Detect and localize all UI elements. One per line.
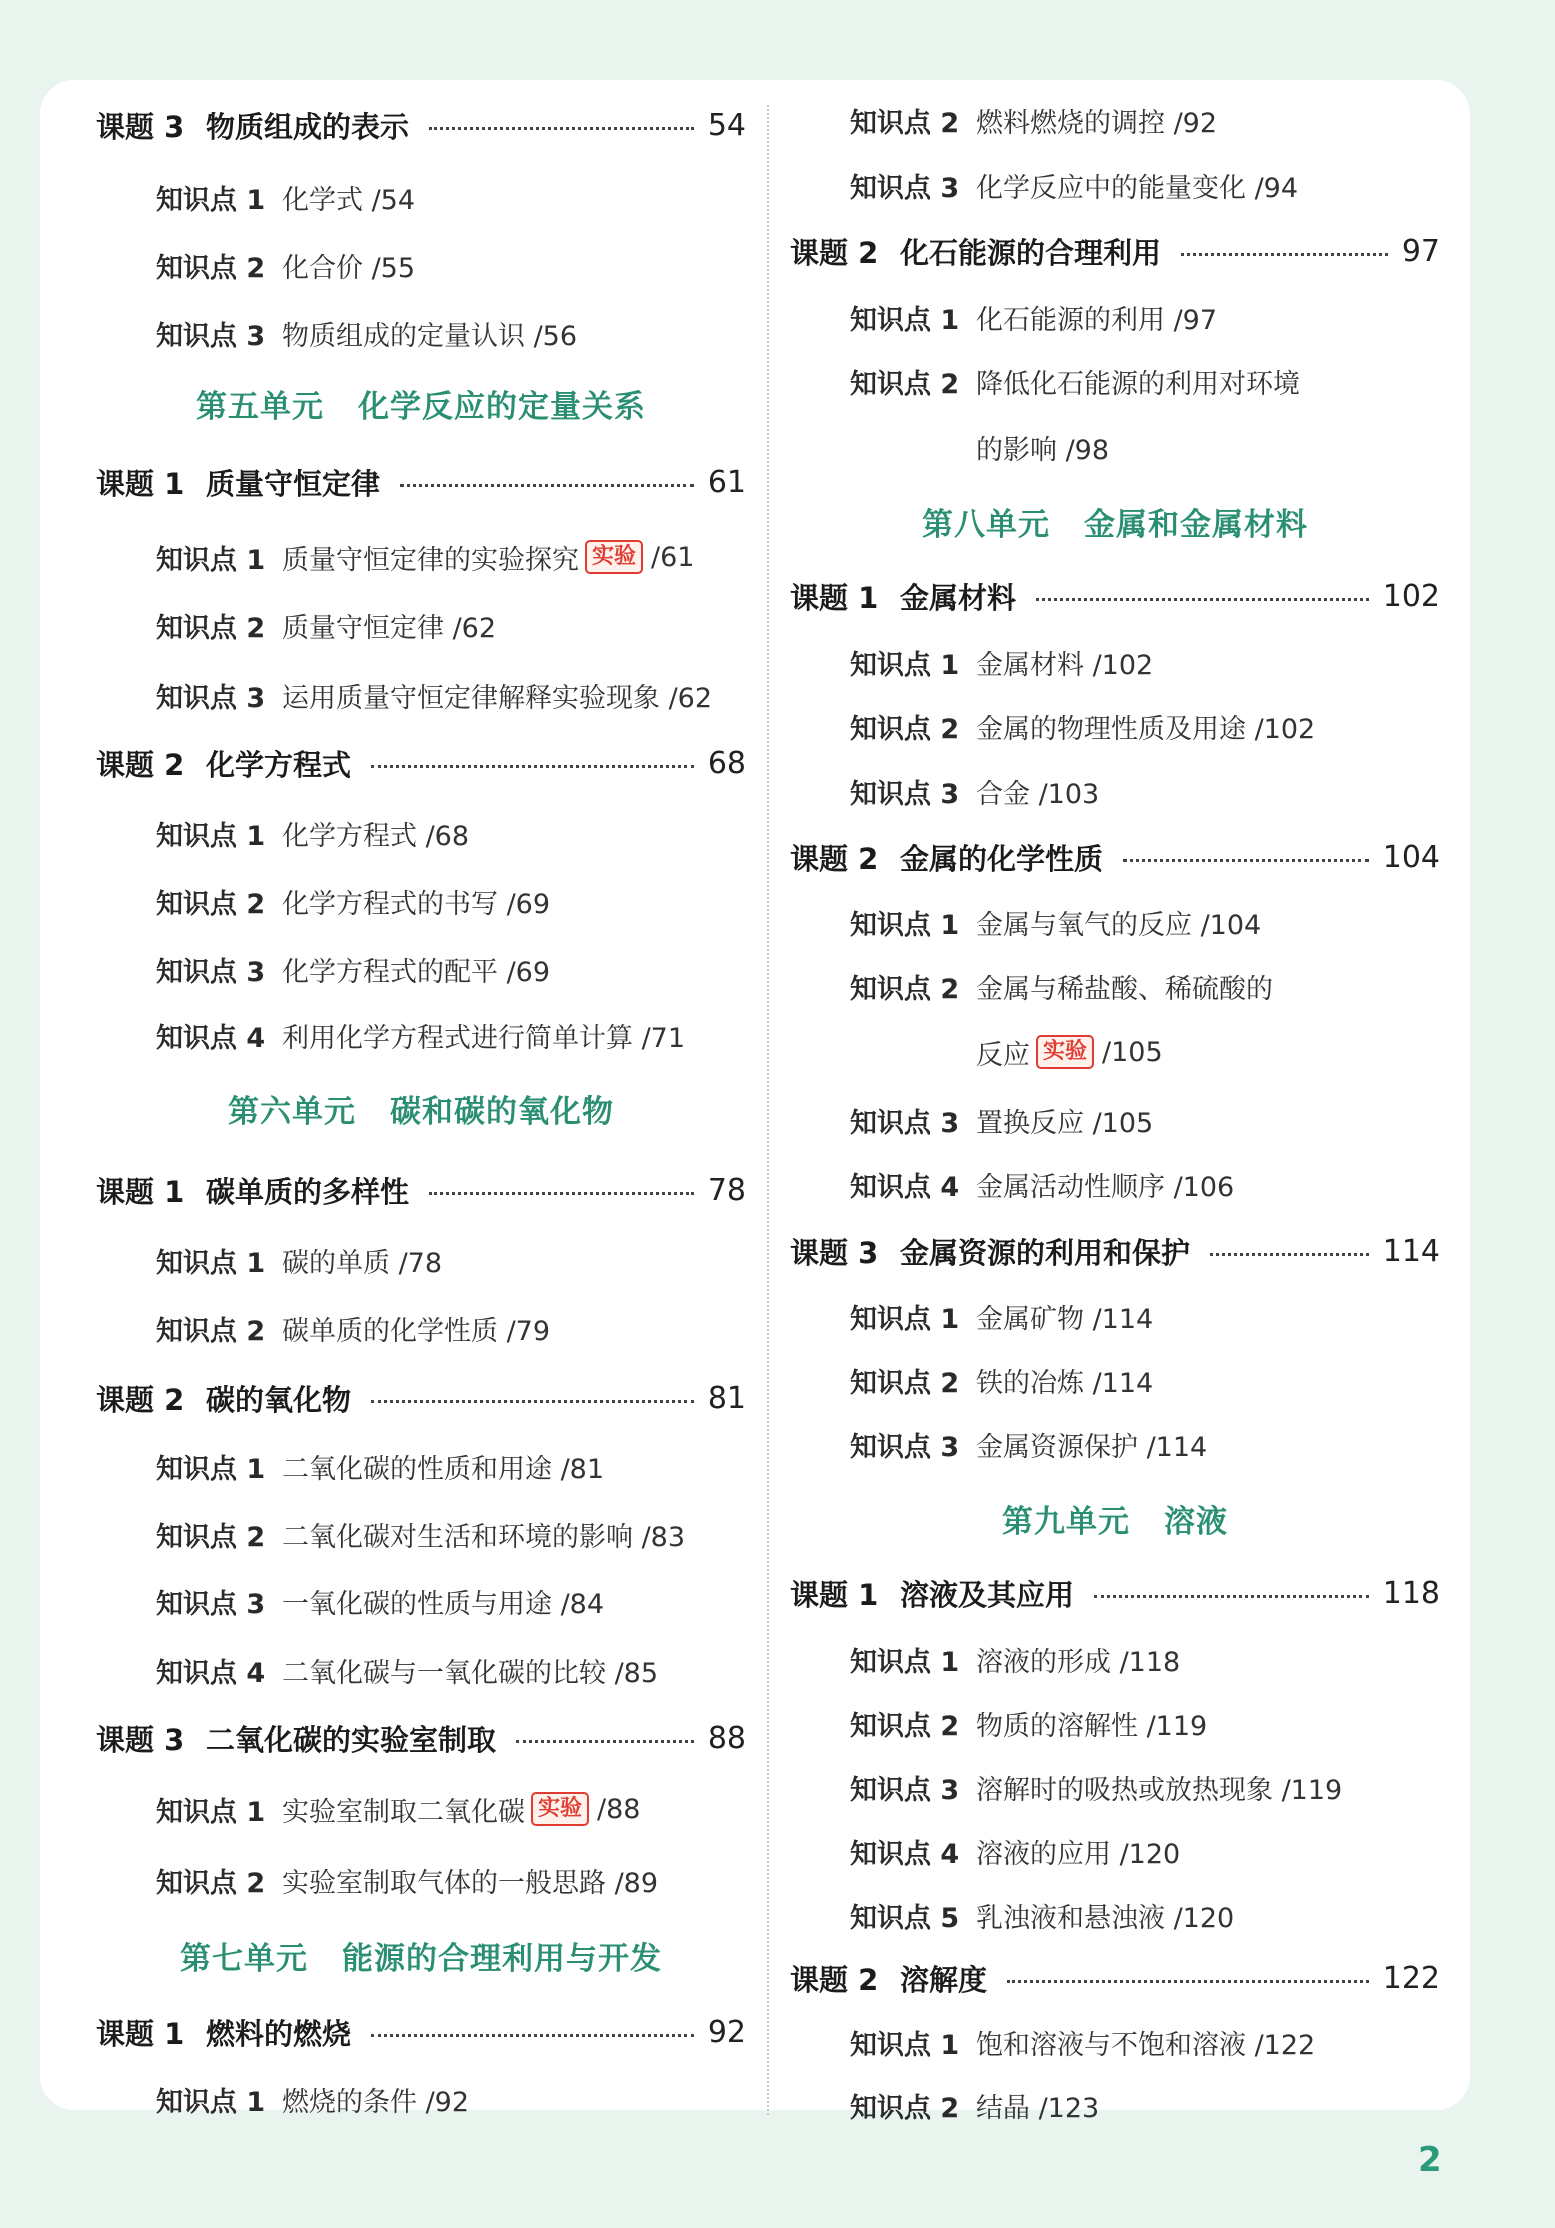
knowledge-point[interactable]: [96, 537, 746, 577]
lesson-page: 81: [707, 1380, 746, 1416]
knowledge-point-text: 化石能源的利用 /97: [976, 304, 1218, 336]
lesson-entry[interactable]: [790, 229, 1440, 273]
knowledge-point-number: 知识点 3: [850, 1431, 960, 1463]
lesson-page: 68: [707, 745, 746, 781]
lesson-entry[interactable]: [96, 1716, 746, 1760]
lesson-page: 97: [1401, 233, 1440, 269]
knowledge-point-text: 化学方程式的书写 /69: [282, 888, 551, 920]
knowledge-point-text: 饱和溶液与不饱和溶液 /122: [976, 2029, 1316, 2061]
knowledge-point-number: 知识点 2: [850, 713, 960, 745]
lesson-entry[interactable]: [96, 1168, 746, 1212]
unit-heading: [790, 497, 1440, 545]
knowledge-point-text: 化学式 /54: [282, 184, 416, 216]
unit-number: 第九单元: [1002, 1503, 1130, 1540]
knowledge-point-number: 知识点 2: [850, 107, 960, 139]
lesson-entry[interactable]: [96, 103, 746, 147]
knowledge-point-text: 二氧化碳与一氧化碳的比较 /85: [282, 1657, 659, 1689]
unit-title: 能源的合理利用与开发: [342, 1940, 662, 1977]
knowledge-point[interactable]: [790, 1703, 1440, 1743]
lesson-title: 溶解度: [900, 1962, 988, 1997]
knowledge-point[interactable]: [96, 1789, 746, 1829]
unit-heading: [96, 1931, 746, 1979]
knowledge-point[interactable]: [96, 1860, 746, 1900]
dot-leader: [1036, 598, 1369, 601]
knowledge-point-page: /105: [1102, 1036, 1163, 1068]
lesson-number: 课题 2: [790, 1962, 879, 1997]
knowledge-point[interactable]: [96, 1446, 746, 1486]
page-number: 2: [1418, 2140, 1442, 2180]
knowledge-point-number: 知识点 3: [850, 778, 960, 810]
knowledge-point-text: 金属活动性顺序 /106: [976, 1171, 1235, 1203]
knowledge-point-page: /88: [597, 1793, 641, 1825]
knowledge-point-text: 燃烧的条件 /92: [282, 2086, 470, 2118]
knowledge-point[interactable]: [790, 1100, 1440, 1140]
knowledge-point-number: 知识点 3: [850, 172, 960, 204]
knowledge-point-number: 知识点 2: [156, 612, 266, 644]
knowledge-point[interactable]: [790, 642, 1440, 682]
knowledge-point-continuation[interactable]: [790, 1032, 1440, 1072]
knowledge-point-number: 知识点 2: [850, 973, 960, 1005]
knowledge-point-text: 运用质量守恒定律解释实验现象 /62: [282, 682, 713, 714]
lesson-page: 102: [1382, 578, 1440, 614]
experiment-badge: 实验: [585, 540, 643, 574]
dot-leader: [516, 1740, 694, 1743]
knowledge-point-number: 知识点 1: [850, 649, 960, 681]
knowledge-point-number: 知识点 1: [850, 1303, 960, 1335]
knowledge-point-number: 知识点 2: [850, 1710, 960, 1742]
lesson-number: 课题 3: [96, 1722, 185, 1757]
knowledge-point-number: 知识点 2: [156, 1521, 266, 1553]
lesson-number: 课题 3: [790, 1235, 879, 1270]
knowledge-point-text: 化学方程式的配平 /69: [282, 956, 551, 988]
knowledge-point-text: 的影响 /98: [976, 434, 1110, 466]
knowledge-point-text: 实验室制取气体的一般思路 /89: [282, 1867, 659, 1899]
knowledge-point-text: 金属矿物 /114: [976, 1303, 1154, 1335]
lesson-number: 课题 1: [96, 2016, 185, 2051]
knowledge-point-text: 金属的物理性质及用途 /102: [976, 713, 1316, 745]
knowledge-point[interactable]: [790, 966, 1440, 1006]
lesson-title: 物质组成的表示: [206, 109, 410, 144]
lesson-title: 碳的氧化物: [206, 1382, 352, 1417]
knowledge-point[interactable]: [96, 1015, 746, 1055]
lesson-title: 化学方程式: [206, 747, 352, 782]
knowledge-point[interactable]: [790, 1164, 1440, 1204]
knowledge-point[interactable]: [790, 1831, 1440, 1871]
knowledge-point-number: 知识点 1: [156, 2086, 266, 2118]
knowledge-point-text: 铁的冶炼 /114: [976, 1367, 1154, 1399]
unit-number: 第五单元: [196, 388, 324, 425]
knowledge-point-number: 知识点 2: [850, 1367, 960, 1399]
knowledge-point[interactable]: [96, 177, 746, 217]
knowledge-point-text: 金属材料 /102: [976, 649, 1154, 681]
knowledge-point[interactable]: [790, 902, 1440, 942]
lesson-page: 122: [1382, 1960, 1440, 1996]
lesson-title: 碳单质的多样性: [206, 1174, 410, 1209]
knowledge-point-text: 金属资源保护 /114: [976, 1431, 1208, 1463]
lesson-page: 61: [707, 464, 746, 500]
knowledge-point[interactable]: [96, 881, 746, 921]
knowledge-point-text: 物质组成的定量认识 /56: [282, 320, 578, 352]
knowledge-point[interactable]: [790, 1424, 1440, 1464]
dot-leader: [400, 484, 694, 487]
unit-title: 化学反应的定量关系: [358, 388, 646, 425]
knowledge-point-text: 质量守恒定律的实验探究: [282, 544, 579, 576]
lesson-entry[interactable]: [96, 1376, 746, 1420]
knowledge-point-text: 化学方程式 /68: [282, 820, 470, 852]
knowledge-point-text: 质量守恒定律 /62: [282, 612, 497, 644]
knowledge-point-text: 降低化石能源的利用对环境: [976, 368, 1300, 400]
knowledge-point-number: 知识点 1: [156, 1247, 266, 1279]
knowledge-point[interactable]: [790, 771, 1440, 811]
lesson-number: 课题 3: [96, 109, 185, 144]
knowledge-point-text: 燃料燃烧的调控 /92: [976, 107, 1218, 139]
lesson-title: 金属材料: [900, 580, 1017, 615]
knowledge-point-number: 知识点 1: [850, 304, 960, 336]
knowledge-point-text: 一氧化碳的性质与用途 /84: [282, 1588, 605, 1620]
knowledge-point-number: 知识点 1: [156, 1796, 266, 1828]
knowledge-point-text: 碳的单质 /78: [282, 1247, 443, 1279]
unit-heading: [790, 1494, 1440, 1542]
knowledge-point[interactable]: [96, 1308, 746, 1348]
unit-title: 溶液: [1164, 1503, 1228, 1540]
lesson-title: 质量守恒定律: [206, 466, 381, 501]
lesson-number: 课题 1: [96, 466, 185, 501]
knowledge-point-number: 知识点 3: [156, 320, 266, 352]
lesson-page: 78: [707, 1172, 746, 1208]
knowledge-point-text: 结晶 /123: [976, 2092, 1100, 2124]
knowledge-point-number: 知识点 1: [850, 909, 960, 941]
lesson-entry[interactable]: [790, 574, 1440, 618]
knowledge-point-number: 知识点 1: [156, 1453, 266, 1485]
lesson-number: 课题 1: [790, 1577, 879, 1612]
dot-leader: [1007, 1980, 1369, 1983]
dot-leader: [1181, 253, 1388, 256]
knowledge-point-number: 知识点 2: [156, 888, 266, 920]
lesson-title: 溶液及其应用: [900, 1577, 1075, 1612]
knowledge-point[interactable]: [790, 1895, 1440, 1935]
knowledge-point-text: 反应: [976, 1039, 1030, 1071]
dot-leader: [429, 1192, 694, 1195]
knowledge-point[interactable]: [96, 2079, 746, 2119]
knowledge-point-number: 知识点 1: [156, 820, 266, 852]
knowledge-point[interactable]: [790, 1767, 1440, 1807]
knowledge-point-number: 知识点 3: [850, 1774, 960, 1806]
knowledge-point-text: 合金 /103: [976, 778, 1100, 810]
knowledge-point-text: 溶液的形成 /118: [976, 1646, 1181, 1678]
lesson-page: 88: [707, 1720, 746, 1756]
knowledge-point-text: 二氧化碳的性质和用途 /81: [282, 1453, 605, 1485]
knowledge-point-number: 知识点 3: [156, 682, 266, 714]
dot-leader: [1210, 1253, 1369, 1256]
knowledge-point-text: 物质的溶解性 /119: [976, 1710, 1208, 1742]
knowledge-point[interactable]: [96, 1514, 746, 1554]
knowledge-point-number: 知识点 4: [156, 1022, 266, 1054]
lesson-number: 课题 2: [790, 235, 879, 270]
dot-leader: [1123, 859, 1369, 862]
knowledge-point[interactable]: [96, 949, 746, 989]
knowledge-point[interactable]: [96, 813, 746, 853]
lesson-page: 118: [1382, 1575, 1440, 1611]
lesson-entry[interactable]: [790, 1571, 1440, 1615]
knowledge-point-number: 知识点 1: [156, 544, 266, 576]
lesson-title: 化石能源的合理利用: [900, 235, 1162, 270]
knowledge-point[interactable]: [790, 1360, 1440, 1400]
knowledge-point-text: 置换反应 /105: [976, 1107, 1154, 1139]
knowledge-point[interactable]: [790, 2085, 1440, 2125]
knowledge-point-text: 金属与稀盐酸、稀硫酸的: [976, 973, 1273, 1005]
lesson-page: 92: [707, 2014, 746, 2050]
lesson-entry[interactable]: [790, 835, 1440, 879]
knowledge-point-number: 知识点 3: [850, 1107, 960, 1139]
knowledge-point[interactable]: [96, 313, 746, 353]
unit-number: 第六单元: [228, 1093, 356, 1130]
unit-title: 碳和碳的氧化物: [390, 1093, 614, 1130]
unit-heading: [96, 379, 746, 427]
knowledge-point-number: 知识点 2: [156, 1315, 266, 1347]
knowledge-point-number: 知识点 3: [156, 1588, 266, 1620]
knowledge-point-number: 知识点 4: [156, 1657, 266, 1689]
lesson-number: 课题 2: [96, 747, 185, 782]
unit-heading: [96, 1084, 746, 1132]
knowledge-point-text: 金属与氧气的反应 /104: [976, 909, 1262, 941]
knowledge-point[interactable]: [790, 1296, 1440, 1336]
dot-leader: [1094, 1595, 1369, 1598]
knowledge-point-continuation[interactable]: [790, 427, 1440, 467]
lesson-number: 课题 1: [96, 1174, 185, 1209]
knowledge-point[interactable]: [790, 165, 1440, 205]
column-divider: [767, 105, 769, 2115]
knowledge-point[interactable]: [96, 245, 746, 285]
lesson-title: 金属的化学性质: [900, 841, 1104, 876]
knowledge-point-number: 知识点 4: [850, 1838, 960, 1870]
knowledge-point[interactable]: [96, 605, 746, 645]
knowledge-point-number: 知识点 5: [850, 1902, 960, 1934]
lesson-title: 金属资源的利用和保护: [900, 1235, 1191, 1270]
knowledge-point-text: 溶解时的吸热或放热现象 /119: [976, 1774, 1343, 1806]
lesson-entry[interactable]: [790, 1229, 1440, 1273]
knowledge-point-page: /61: [651, 541, 695, 573]
knowledge-point-number: 知识点 2: [156, 1867, 266, 1899]
knowledge-point-number: 知识点 1: [850, 1646, 960, 1678]
knowledge-point-number: 知识点 3: [156, 956, 266, 988]
dot-leader: [429, 127, 694, 130]
dot-leader: [371, 2034, 694, 2037]
lesson-entry[interactable]: [96, 460, 746, 504]
knowledge-point-number: 知识点 2: [850, 2092, 960, 2124]
lesson-page: 104: [1382, 839, 1440, 875]
experiment-badge: 实验: [531, 1792, 589, 1826]
knowledge-point[interactable]: [790, 1639, 1440, 1679]
knowledge-point-text: 实验室制取二氧化碳: [282, 1796, 525, 1828]
knowledge-point-number: 知识点 2: [850, 368, 960, 400]
knowledge-point[interactable]: [790, 706, 1440, 746]
knowledge-point[interactable]: [790, 100, 1440, 140]
lesson-entry[interactable]: [96, 2010, 746, 2054]
knowledge-point[interactable]: [96, 1240, 746, 1280]
knowledge-point-number: 知识点 1: [850, 2029, 960, 2061]
knowledge-point[interactable]: [790, 2022, 1440, 2062]
knowledge-point-text: 溶液的应用 /120: [976, 1838, 1181, 1870]
experiment-badge: 实验: [1036, 1035, 1094, 1069]
knowledge-point-text: 碳单质的化学性质 /79: [282, 1315, 551, 1347]
knowledge-point-number: 知识点 1: [156, 184, 266, 216]
lesson-title: 燃料的燃烧: [206, 2016, 352, 2051]
knowledge-point[interactable]: [790, 361, 1440, 401]
knowledge-point[interactable]: [96, 675, 746, 715]
knowledge-point-number: 知识点 4: [850, 1171, 960, 1203]
lesson-entry[interactable]: [790, 1956, 1440, 2000]
knowledge-point-text: 化合价 /55: [282, 252, 416, 284]
lesson-page: 54: [707, 107, 746, 143]
lesson-number: 课题 2: [790, 841, 879, 876]
knowledge-point-text: 二氧化碳对生活和环境的影响 /83: [282, 1521, 686, 1553]
lesson-number: 课题 1: [790, 580, 879, 615]
lesson-title: 二氧化碳的实验室制取: [206, 1722, 497, 1757]
knowledge-point-text: 利用化学方程式进行简单计算 /71: [282, 1022, 686, 1054]
lesson-number: 课题 2: [96, 1382, 185, 1417]
lesson-page: 114: [1382, 1233, 1440, 1269]
knowledge-point-text: 化学反应中的能量变化 /94: [976, 172, 1299, 204]
knowledge-point-number: 知识点 2: [156, 252, 266, 284]
dot-leader: [371, 765, 694, 768]
knowledge-point-text: 乳浊液和悬浊液 /120: [976, 1902, 1235, 1934]
knowledge-point[interactable]: [790, 297, 1440, 337]
unit-number: 第七单元: [180, 1940, 308, 1977]
unit-title: 金属和金属材料: [1084, 506, 1308, 543]
unit-number: 第八单元: [922, 506, 1050, 543]
knowledge-point[interactable]: [96, 1581, 746, 1621]
knowledge-point[interactable]: [96, 1650, 746, 1690]
lesson-entry[interactable]: [96, 741, 746, 785]
dot-leader: [371, 1400, 694, 1403]
